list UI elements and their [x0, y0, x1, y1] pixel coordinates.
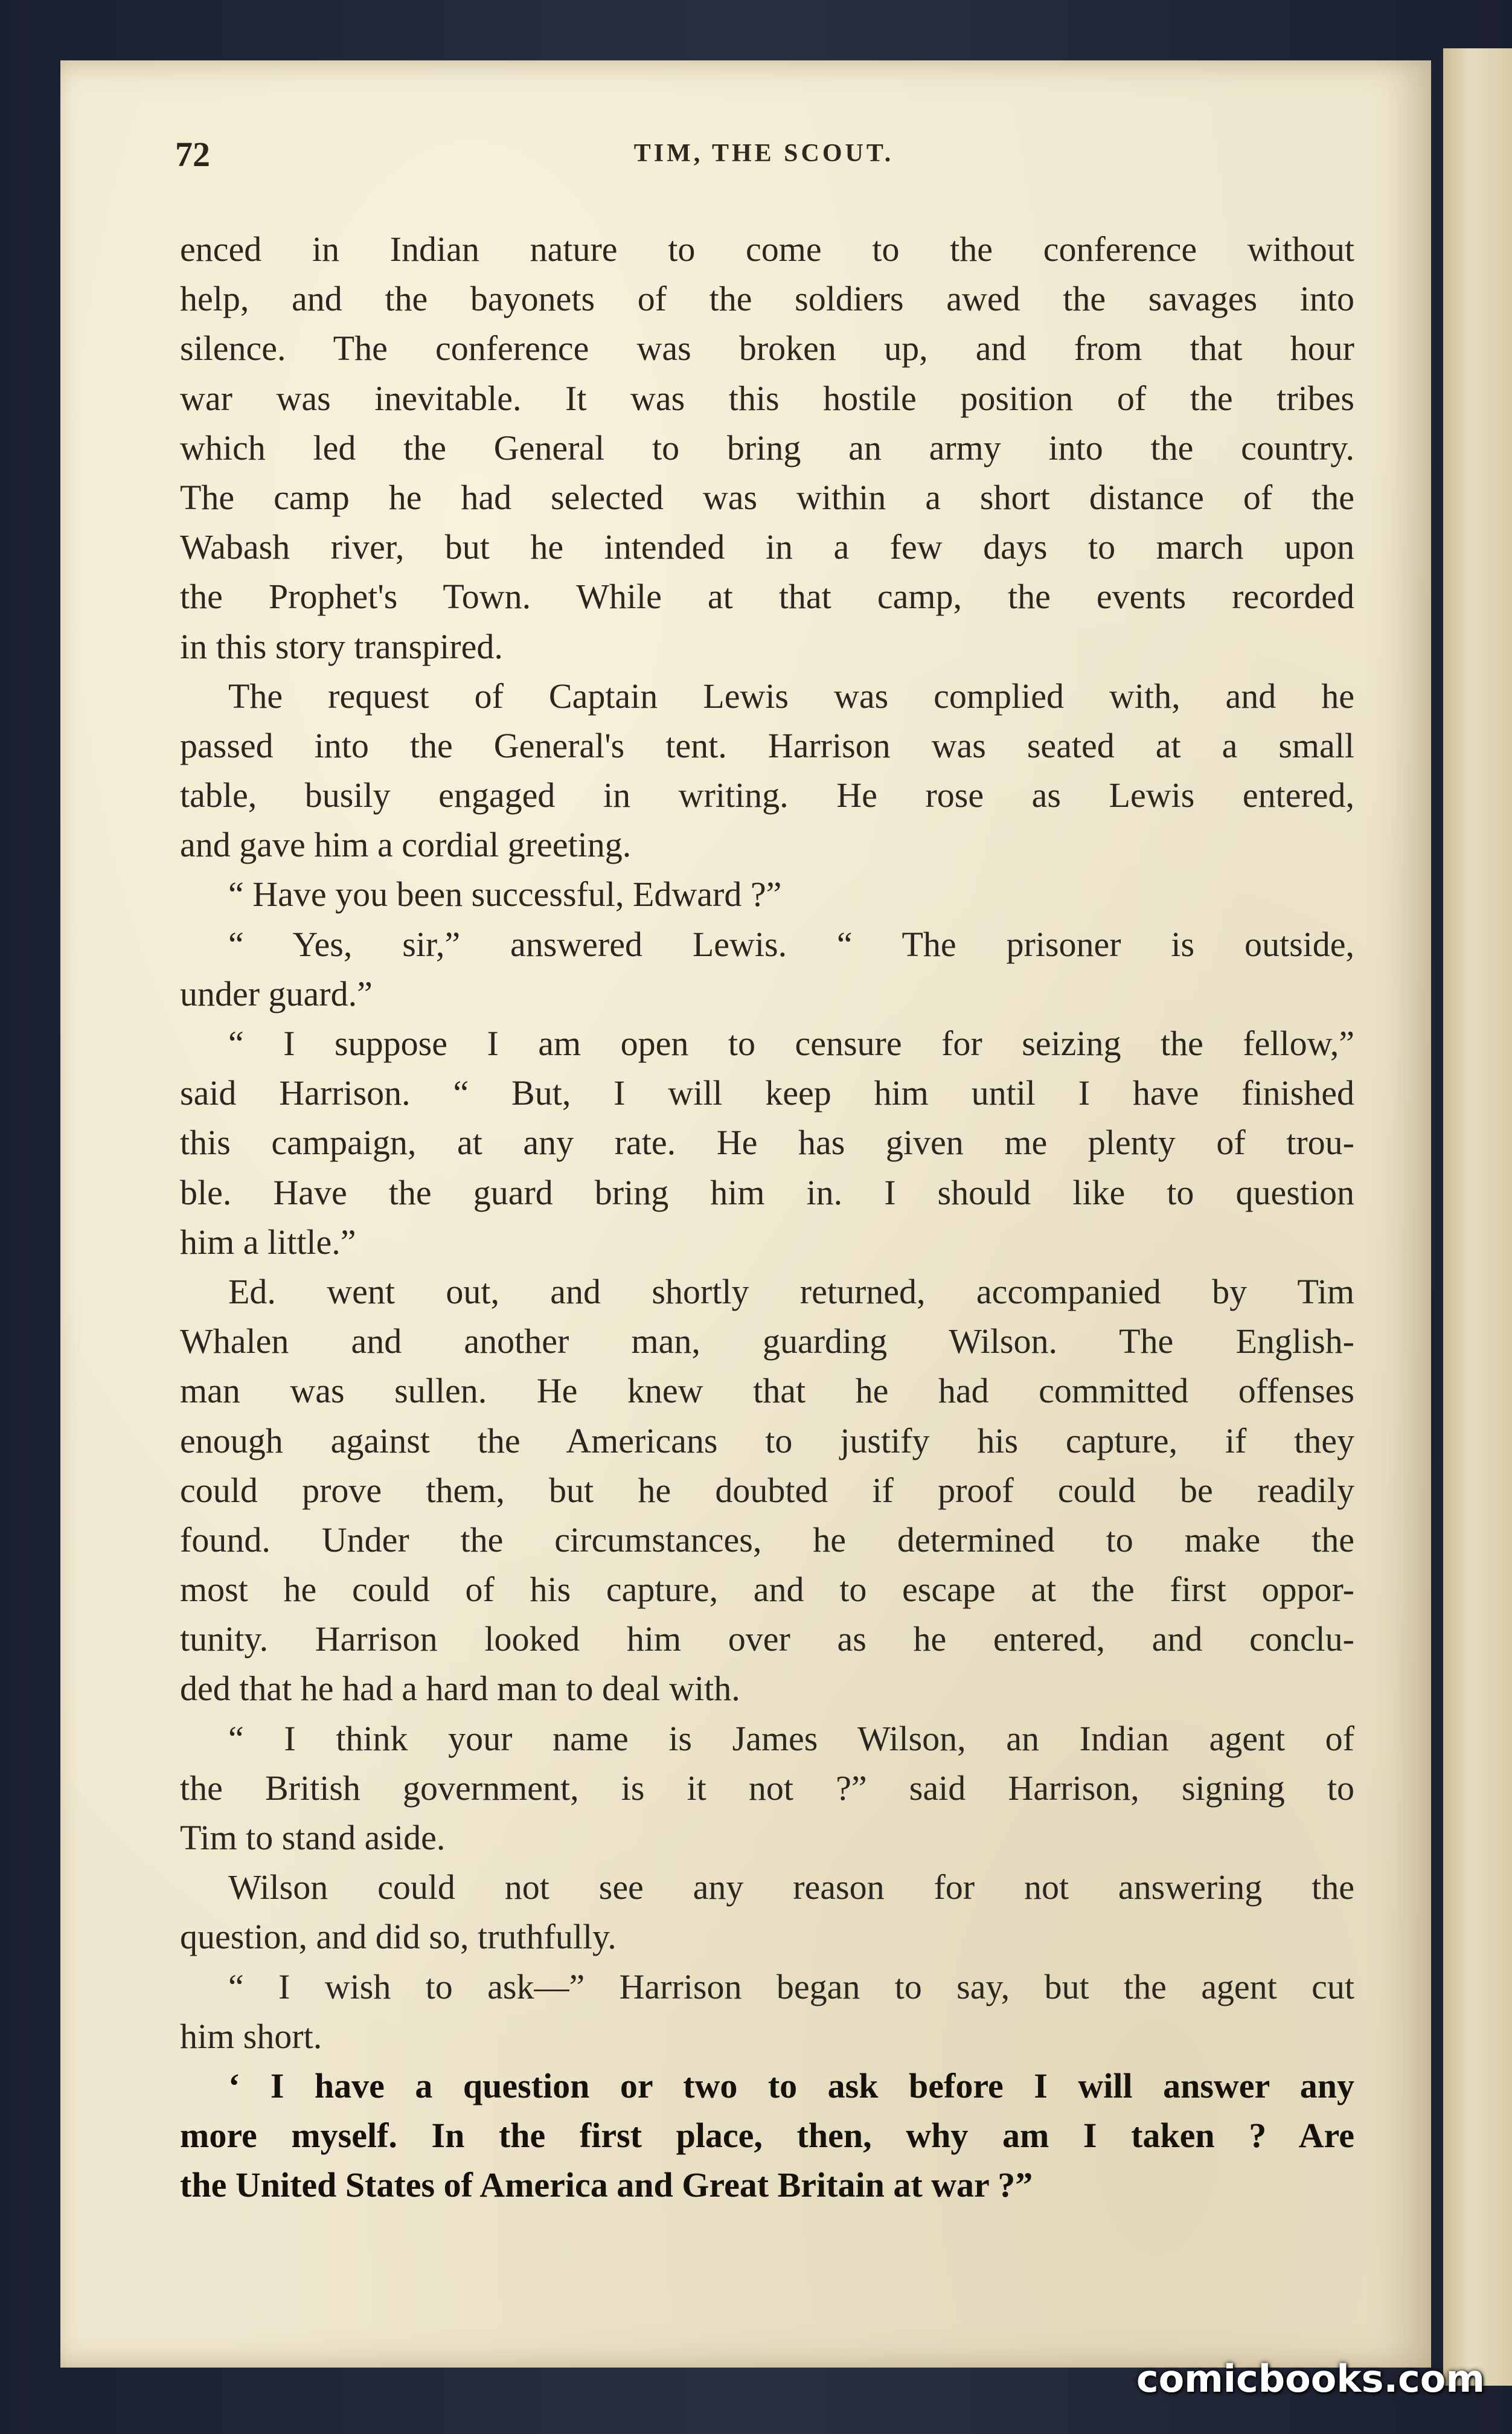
- text-line: war was inevitable. It was this hostile position of the tribes: [180, 378, 1354, 418]
- text-line: more myself. In the first place, then, why am I taken ? Are: [180, 2116, 1354, 2156]
- text-line: Wilson could not see any reason for not answering the: [228, 1867, 1354, 1907]
- text-line: man was sullen. He knew that he had committed offenses: [180, 1371, 1354, 1411]
- text-line: “ Have you been successful, Edward ?”: [228, 875, 782, 914]
- page-number: 72: [175, 135, 210, 174]
- text-line: him a little.”: [180, 1222, 356, 1262]
- text-line: The request of Captain Lewis was complied with, and he: [228, 676, 1354, 716]
- text-line: under guard.”: [180, 974, 373, 1013]
- facing-page-edge: [1443, 48, 1512, 2386]
- page-header: [175, 134, 1353, 176]
- text-line: the British government, is it not ?” said Harrison, signing to: [180, 1768, 1354, 1808]
- text-line: which led the General to bring an army into the country.: [180, 428, 1354, 467]
- text-line: ble. Have the guard bring him in. I should like to question: [180, 1172, 1354, 1212]
- text-line: Wabash river, but he intended in a few days to march upon: [180, 527, 1354, 567]
- text-line: tunity. Harrison looked him over as he entered, and conclu-: [180, 1619, 1354, 1659]
- text-line: found. Under the circumstances, he determined to make the: [180, 1520, 1354, 1559]
- text-line: Ed. went out, and shortly returned, accompanied by Tim: [228, 1271, 1354, 1311]
- text-line: in this story transpired.: [180, 626, 503, 666]
- text-line: the Prophet's Town. While at that camp, the events recorded: [180, 577, 1354, 617]
- text-line: could prove them, but he doubted if proof could be readily: [180, 1470, 1354, 1510]
- text-line: and gave him a cordial greeting.: [180, 825, 632, 865]
- text-line: Tim to stand aside.: [180, 1818, 446, 1857]
- text-line: enough against the Americans to justify his capture, if they: [180, 1421, 1354, 1460]
- text-line: “ I think your name is James Wilson, an Indian agent of: [228, 1718, 1354, 1758]
- text-line: question, and did so, truthfully.: [180, 1917, 617, 1957]
- running-title: TIM, THE SCOUT.: [633, 140, 894, 167]
- text-line: “ I suppose I am open to censure for seizing the fellow,”: [228, 1024, 1354, 1063]
- text-line: table, busily engaged in writing. He rose as Lewis entered,: [180, 775, 1354, 815]
- watermark: comicbooks.com: [1136, 2357, 1485, 2401]
- text-line: silence. The conference was broken up, and from that hour: [180, 329, 1354, 368]
- text-line: him short.: [180, 2016, 322, 2056]
- text-line: most he could of his capture, and to escape at the first oppor-: [180, 1570, 1354, 1610]
- text-line: help, and the bayonets of the soldiers awed the savages into: [180, 279, 1354, 319]
- text-line: this campaign, at any rate. He has given me plenty of trou-: [180, 1123, 1354, 1163]
- text-line: ‘ I have a question or two to ask before I will answer any: [228, 2066, 1354, 2105]
- text-line: passed into the General's tent. Harrison was seated at a small: [180, 725, 1354, 765]
- text-line: the United States of America and Great Britain at war ?”: [180, 2165, 1033, 2205]
- text-line: The camp he had selected was within a short distance of the: [180, 477, 1354, 517]
- text-line: Whalen and another man, guarding Wilson. The English-: [180, 1321, 1354, 1361]
- text-line: “ I wish to ask—” Harrison began to say, but the agent cut: [228, 1967, 1354, 2006]
- text-line: ded that he had a hard man to deal with.: [180, 1669, 740, 1709]
- body-text: [180, 225, 1354, 2211]
- text-line: said Harrison. “ But, I will keep him until I have finished: [180, 1073, 1354, 1113]
- text-line: “ Yes, sir,” answered Lewis. “ The prisoner is outside,: [228, 924, 1354, 964]
- text-line: enced in Indian nature to come to the conference without: [180, 230, 1354, 269]
